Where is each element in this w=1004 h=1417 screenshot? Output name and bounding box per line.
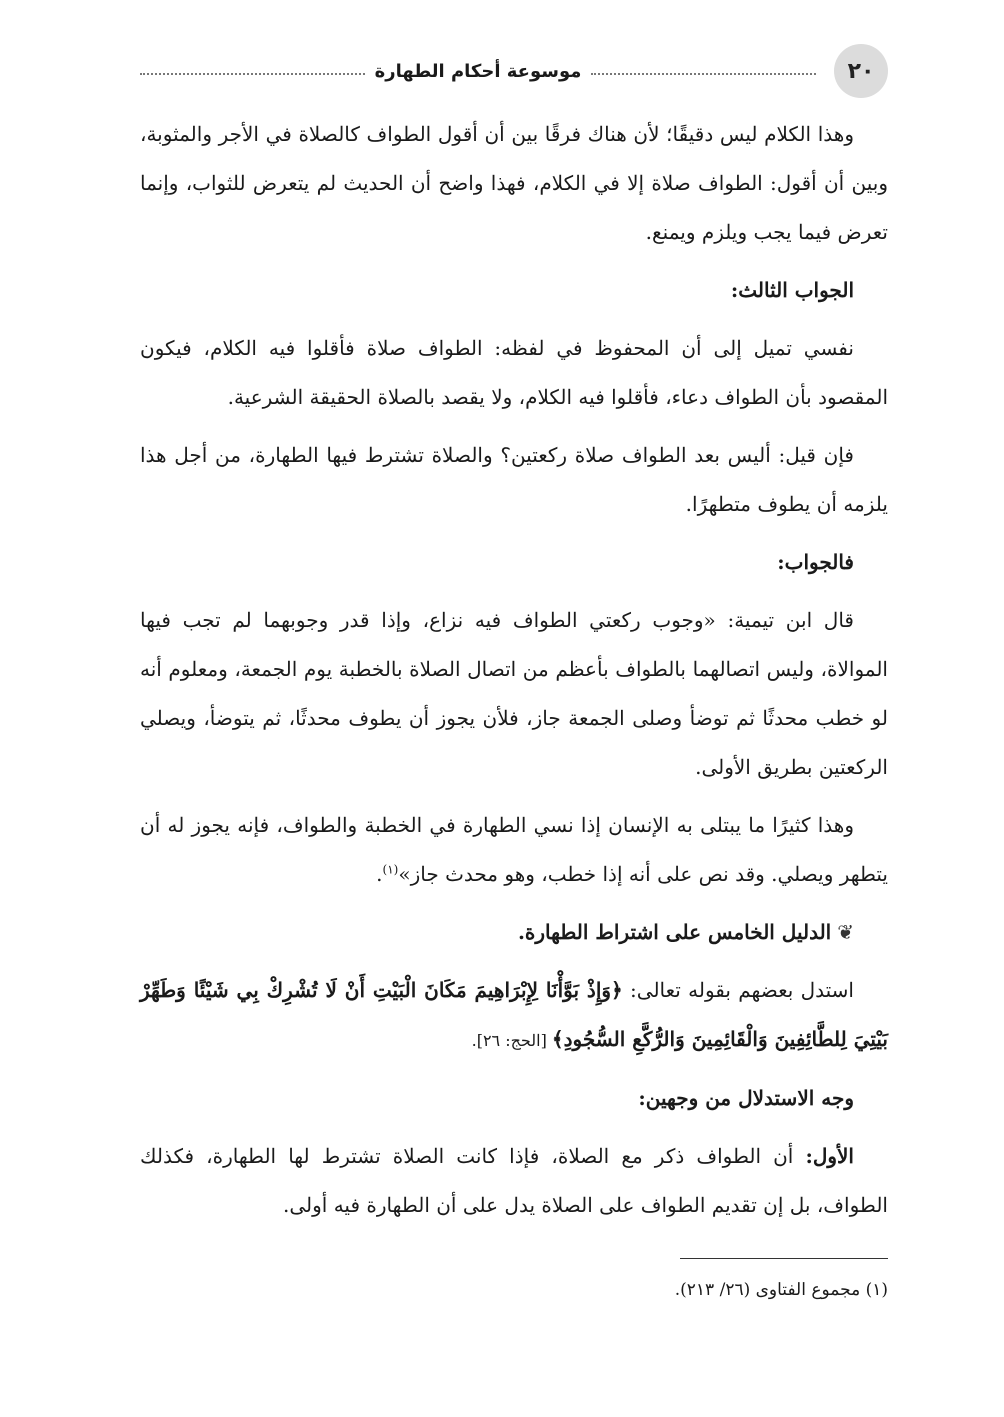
dotted-leader-left — [140, 73, 365, 75]
dotted-leader-right — [591, 73, 816, 75]
heading-fifth-evidence — [140, 908, 888, 957]
main-text — [140, 110, 888, 1239]
heading-inference: وجه الاستدلال من وجهين: — [638, 1086, 854, 1110]
paragraph-3: فإن قيل: أليس بعد الطواف صلاة ركعتين؟ والصلاة تشترط فيها الطهارة، من أجل هذا يلزمه أن يطوف متطهرًا. — [140, 443, 888, 516]
paragraph-7-lead: الأول: — [805, 1144, 854, 1168]
heading-answer: فالجواب: — [777, 550, 854, 574]
paragraph-1: وهذا الكلام ليس دقيقًا؛ لأن هناك فرقًا بين أن أقول الطواف كالصلاة في الأجر والمثوبة، وبين أن أقول: الطواف صلاة إلا في الكلام، فهذا واضح أن الحديث لم يتعرض للثواب، وإنما تعرض فيما يجب ويلزم ويمنع. — [140, 122, 889, 244]
paragraph-5 — [140, 801, 888, 899]
footnote-separator — [680, 1258, 888, 1259]
running-title: موسوعة أحكام الطهارة — [374, 60, 582, 82]
paragraph-7-text: أن الطواف ذكر مع الصلاة، فإذا كانت الصلاة تشترط لها الطهارة، فكذلك الطواف، بل إن تقديم الطواف على الصلاة يدل على أن الطهارة فيه أولى. — [140, 1144, 888, 1217]
paragraph-5-text: وهذا كثيرًا ما يبتلى به الإنسان إذا نسي الطهارة في الخطبة والطواف، فإنه يجوز له أن يتطهر ويصلي. وقد نص على أنه إذا خطب، وهو محدث جاز» — [140, 813, 888, 886]
quran-verse: ﴿وَإِذْ بَوَّأْنَا لِإِبْرَاهِيمَ مَكَانَ الْبَيْتِ أَنْ لَا تُشْرِكْ بِي شَيْئًا وَطَهِّرْ بَيْتِيَ لِلطَّائِفِينَ وَالْقَائِمِينَ وَالرُّكَّعِ السُّجُودِ﴾ — [140, 978, 888, 1051]
paragraph-4-quote: قال ابن تيمية: «وجوب ركعتي الطواف فيه نزاع، وإذا قدر وجوبهما لم تجب فيها الموالاة، وليس اتصالهما بالطواف بأعظم من اتصال الصلاة بالخطبة يوم الجمعة، ومعلوم أنه لو خطب محدثًا ثم توضأ وصلى الجمعة جاز، فلأن يجوز أن يطوف محدثًا، ثم يتوضأ، ويصلي الركعتين بطريق الأولى. — [140, 608, 888, 779]
heading-third-answer: الجواب الثالث: — [730, 278, 854, 302]
page-number-badge: ٢٠ — [834, 44, 888, 98]
paragraph-2: نفسي تميل إلى أن المحفوظ في لفظه: الطواف صلاة فأقلوا فيه الكلام، فيكون المقصود بأن الطواف دعاء، فأقلوا فيه الكلام، ولا يقصد بالصلاة الحقيقة الشرعية. — [140, 336, 888, 409]
paragraph-7 — [140, 1132, 888, 1230]
paragraph-6-intro: استدل بعضهم بقوله تعالى: — [622, 978, 854, 1002]
footnote: (١) مجموع الفتاوى (٢٦/ ٢١٣). — [674, 1280, 888, 1300]
paragraph-5-end: . — [376, 862, 383, 886]
heading-fifth-evidence-text: الدليل الخامس على اشتراط الطهارة. — [517, 920, 832, 944]
footnote-marker[interactable]: (١) — [382, 862, 399, 877]
page-header — [140, 44, 888, 106]
ornament-bullet-icon: ❦ — [837, 920, 854, 944]
running-title-row — [140, 58, 816, 84]
verse-reference: [الحج: ٢٦]. — [471, 1031, 552, 1050]
paragraph-6 — [140, 966, 888, 1065]
